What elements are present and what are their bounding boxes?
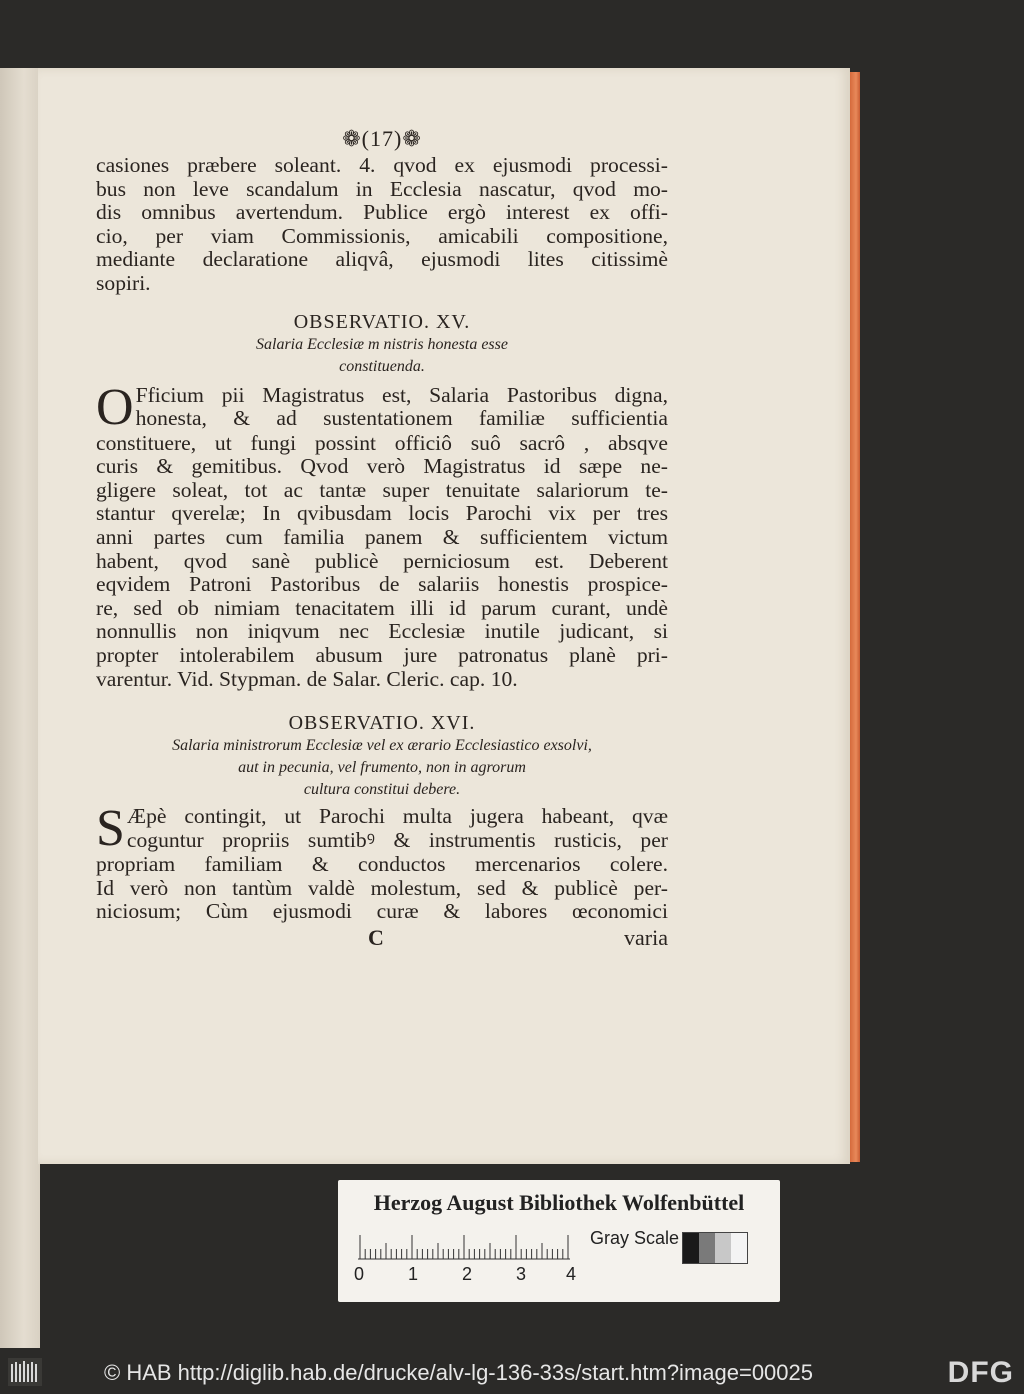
text-line: dis omnibus avertendum. Publice ergò interest ex offi- xyxy=(96,200,668,225)
gray-swatch xyxy=(699,1233,715,1263)
text-line: propter intolerabilem abusum jure patronatus planè pri- xyxy=(96,642,668,667)
text-line: curis & gemitibus. Qvod verò Magistratus id sæpe ne- xyxy=(96,454,668,479)
running-head: ❁(17)❁ xyxy=(342,126,422,151)
previous-page-edge xyxy=(0,68,40,1348)
text-line: niciosum; Cùm ejusmodi curæ & labores œconomici xyxy=(96,899,668,924)
text-line: stantur qverelæ; In qvibusdam locis Parochi vix per tres xyxy=(96,501,668,526)
copyright-url[interactable]: © HAB http://diglib.hab.de/drucke/alv-lg-136-33s/start.htm?image=00025 xyxy=(104,1360,813,1385)
gray-scale-swatches xyxy=(682,1232,748,1264)
text-line: Id verò non tantùm valdè molestum, sed & publicè per- xyxy=(96,875,668,900)
dfg-logo: DFG xyxy=(947,1356,1014,1389)
text-line: eqvidem Patroni Pastoribus de salariis honestis prospice- xyxy=(96,572,668,597)
gray-scale-label: Gray Scale xyxy=(590,1228,680,1248)
library-name: Herzog August Bibliothek Wolfenbüttel xyxy=(373,1190,745,1215)
page-text xyxy=(96,124,668,952)
drop-cap: S xyxy=(96,800,125,858)
text-line: Æpè contingit, ut Parochi multa jugera habeant, qvæ xyxy=(126,804,668,829)
gray-swatch xyxy=(715,1233,731,1263)
ruler-label: 2 xyxy=(462,1264,473,1284)
observation-16-heading: OBSERVATIO. XVI. xyxy=(288,712,476,735)
subtitle-line: constituenda. xyxy=(339,357,425,375)
text-line: cio, per viam Commissionis, amicabili compositione, xyxy=(96,223,668,248)
library-color-card xyxy=(338,1180,780,1302)
text-line: varentur. Vid. Stypman. de Salar. Cleric. cap. 10. xyxy=(96,666,518,691)
text-line: propriam familiam & conductos mercenarios colere. xyxy=(96,852,668,877)
drop-cap: O xyxy=(96,378,134,436)
footer-bar xyxy=(0,1352,1024,1394)
text-line: re, sed ob nimiam tenacitatem illi id parum curant, undè xyxy=(96,595,668,620)
subtitle-line: Salaria Ecclesiæ m nistris honesta esse xyxy=(256,335,508,353)
text-line: coguntur propriis sumtibꝰ & instrumentis rusticis, per xyxy=(126,827,668,852)
signature-mark: C xyxy=(368,924,384,950)
ruler-label: 3 xyxy=(516,1264,527,1284)
scale-ruler xyxy=(356,1226,572,1266)
text-line: mediante declaratione aliqvâ, ejusmodi lites citissimè xyxy=(96,247,668,272)
gray-swatch xyxy=(731,1233,747,1263)
text-line: anni partes cum familia panem & sufficientem victum xyxy=(96,524,668,549)
text-line: constituere, ut fungi possint officiô suô sacrô , absqve xyxy=(96,430,668,455)
page-red-edge xyxy=(850,72,860,1162)
text-line: habent, qvod sanè publicè perniciosum est. Deberent xyxy=(96,548,668,573)
observation-15-subtitle xyxy=(96,334,668,378)
paragraph-1 xyxy=(96,154,668,296)
subtitle-line: cultura constitui debere. xyxy=(303,781,461,799)
ruler-label: 0 xyxy=(354,1264,365,1284)
text-line: sopiri. xyxy=(96,270,151,295)
ruler-label: 1 xyxy=(408,1264,419,1284)
text-line: casiones præbere soleant. 4. qvod ex ejusmodi processi- xyxy=(96,153,668,177)
observation-15-body xyxy=(96,378,668,692)
page-footer-marks xyxy=(96,924,668,952)
subtitle-line: Salaria ministrorum Ecclesiæ vel ex ærario Ecclesiastico exsolvi, xyxy=(172,737,592,755)
text-line: nonnullis non iniqvum nec Ecclesiæ inutile judicant, si xyxy=(96,619,668,644)
text-line: gligere soleat, tot ac tantæ super tenuitate salariorum te- xyxy=(96,477,668,502)
ruler-label: 4 xyxy=(566,1264,577,1284)
observation-16-body xyxy=(96,800,668,924)
catchword: varia xyxy=(624,924,668,950)
text-line: honesta, & ad sustentationem familiæ sufficientia xyxy=(135,406,668,431)
observation-16-subtitle xyxy=(96,735,668,801)
hab-logo-icon xyxy=(8,1358,42,1386)
text-line: Fficium pii Magistratus est, Salaria Pastoribus digna, xyxy=(135,382,668,407)
text-line: bus non leve scandalum in Ecclesia nascatur, qvod mo- xyxy=(96,176,668,201)
subtitle-line: aut in pecunia, vel frumento, non in agrorum xyxy=(238,759,526,777)
gray-swatch xyxy=(683,1233,699,1263)
observation-15-heading: OBSERVATIO. XV. xyxy=(293,310,471,333)
